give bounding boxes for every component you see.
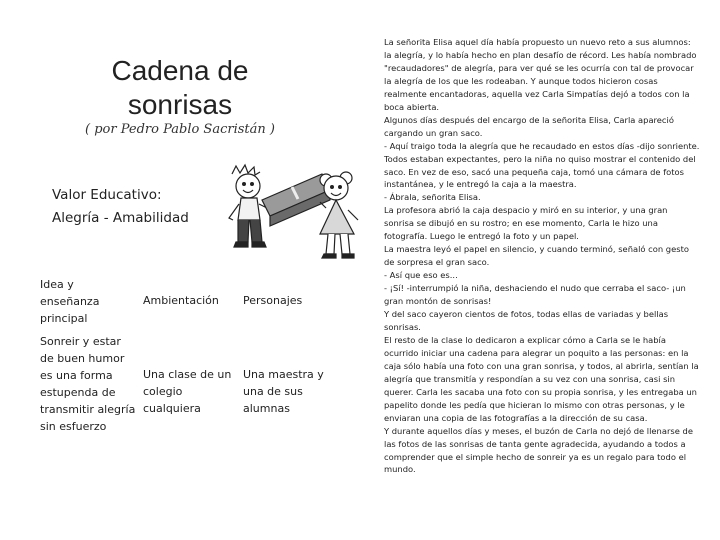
story-paragraph: Y del saco cayeron cientos de fotos, todas ellas de variadas y bellas sonrisas. <box>384 309 669 332</box>
children-illustration <box>214 160 364 270</box>
educational-value-label: Valor Educativo: <box>52 187 162 203</box>
story-paragraph: - ¡Sí! -interrumpió la niña, deshaciendo el nudo que cerraba el saco- ¡un gran montón de sonrisas! <box>384 283 686 307</box>
table-cell-ambientacion: Una clase de un colegio cualquiera <box>143 368 232 415</box>
educational-value-text: Alegría - Amabilidad <box>52 210 189 226</box>
table-header-ambientacion: Ambientación <box>143 294 219 307</box>
story-paragraph: Algunos días después del encargo de la señorita Elisa, Carla apareció cargando un gran saco. <box>384 114 674 138</box>
story-paragraph: La señorita Elisa aquel día había propuesto un nuevo reto a sus alumnos: la alegría, y lo había hecho en plan desafío de récord. Les había nombrado "recaudadores" de alegría, para ver qué se les ocurría con tal de provocar la alegría de los que les rodeaban. Y aunque todos hicieron cosas realmente encantadoras, aquella vez Carla Simpatías dejó a todos con la boca abierta. <box>384 37 697 112</box>
girl-figure <box>320 172 358 258</box>
story-title: Cadena de sonrisas <box>111 55 249 120</box>
story-paragraph: La maestra leyó el papel en silencio, y cuando terminó, señaló con gesto de sorpresa el gran saco. <box>384 244 689 268</box>
table-header-personajes: Personajes <box>243 294 303 307</box>
story-paragraph: - Aquí traigo toda la alegría que he recaudado en estos días -dijo sonriente. <box>384 140 700 151</box>
story-paragraph: El resto de la clase lo dedicaron a explicar cómo a Carla se le había ocurrido iniciar una cadena para alegrar un poquito a las personas: en la caja sólo había una foto con una gran sonrisa, y todos, al abrirla, sentían la alegría que transmitía y respondían a su vez con una sonrisa, casi sin querer. Carla les sacaba una foto con su propia sonrisa, y les entregaba un papelito donde les pedía que hicieran lo mismo con otras personas, y le enviaran una copia de las fotografías a la dirección de su casa. <box>384 334 699 423</box>
story-author: ( por Pedro Pablo Sacristán ) <box>85 122 275 137</box>
story-paragraph: - Ábrala, señorita Elisa. <box>384 192 481 203</box>
table-cell-personajes: Una maestra y una de sus alumnas <box>243 368 324 415</box>
table-header-idea: Idea y enseñanza principal <box>40 278 100 325</box>
story-paragraph: - Así que eso es... <box>384 270 458 281</box>
story-text <box>384 36 700 476</box>
story-paragraph: La profesora abrió la caja despacio y miró en su interior, y una gran sonrisa se dibujó en su rostro; en ese momento, Carla le hizo una fotografía. Luego le entregó la foto y un papel. <box>384 205 668 242</box>
story-paragraph: Todos estaban expectantes, pero la niña no quiso mostrar el contenido del saco. En vez de eso, sacó una pequeña caja, tomó una cámara de fotos instantánea, y le entregó la caja a la maestra. <box>384 153 696 190</box>
story-paragraph: Y durante aquellos días y meses, el buzón de Carla no dejó de llenarse de las fotos de las sonrisas de tanta gente agradecida, ayudando a todos a comprender que el simple hecho de sonreir ya es un regalo para todo el mundo. <box>384 425 693 475</box>
table-cell-idea: Sonreir y estar de buen humor es una forma estupenda de transmitir alegría sin esfuerzo <box>40 335 136 433</box>
